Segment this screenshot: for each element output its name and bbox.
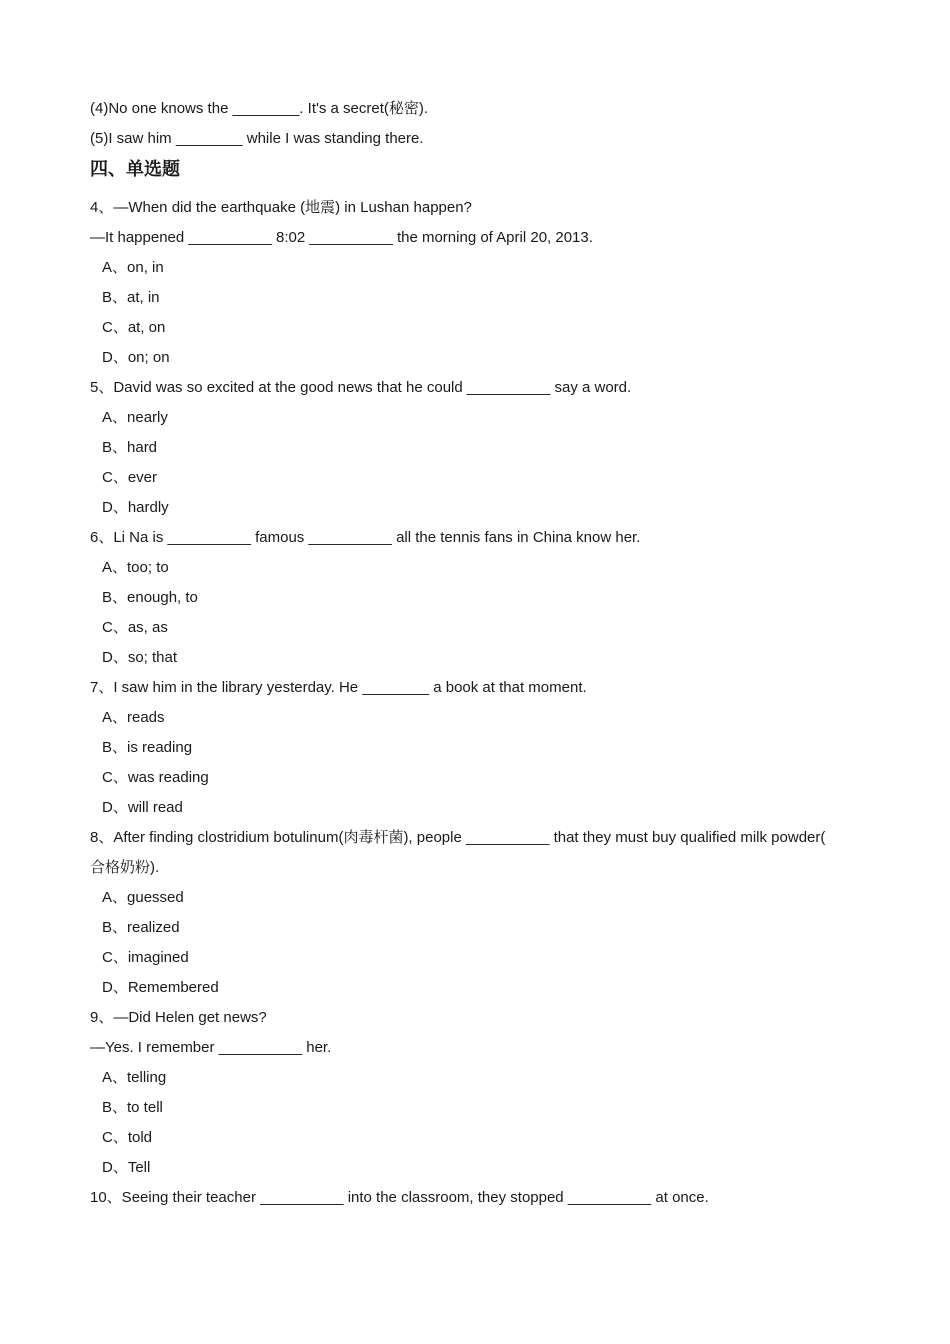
question-stem: 7、I saw him in the library yesterday. He ________ a book at that moment.: [90, 679, 587, 696]
question: [90, 193, 870, 373]
option: A、reads: [102, 709, 165, 726]
question-stem: 10、Seeing their teacher __________ into the classroom, they stopped __________ at once.: [90, 1189, 709, 1206]
option: D、on; on: [102, 349, 170, 366]
question-stem: 6、Li Na is __________ famous __________ all the tennis fans in China know her.: [90, 529, 641, 546]
option: B、realized: [102, 919, 180, 936]
question: [90, 523, 870, 673]
option: D、will read: [102, 799, 183, 816]
question-stem: —It happened __________ 8:02 __________ the morning of April 20, 2013.: [90, 229, 593, 246]
question: [90, 823, 870, 1003]
option: B、to tell: [102, 1099, 163, 1116]
option: D、Remembered: [102, 979, 219, 996]
option: B、is reading: [102, 739, 193, 756]
option: B、at, in: [102, 289, 160, 306]
option: A、nearly: [102, 409, 168, 426]
option: C、imagined: [102, 949, 189, 966]
option: A、on, in: [102, 259, 164, 276]
option: D、hardly: [102, 499, 169, 516]
option: D、so; that: [102, 649, 178, 666]
question: [90, 673, 870, 823]
section-title: 四、单选题: [90, 159, 180, 180]
option: C、told: [102, 1129, 153, 1146]
option: B、hard: [102, 439, 158, 456]
question-stem: 9、—Did Helen get news?: [90, 1009, 267, 1026]
fill-item: (5)I saw him ________ while I was standing there.: [90, 130, 424, 147]
question: [90, 1003, 870, 1183]
question: [90, 1183, 870, 1213]
question-stem: 8、After finding clostridium botulinum(肉毒杆菌), people __________ that they must buy qualified milk powder(: [90, 829, 826, 846]
option: C、ever: [102, 469, 158, 486]
document-page: [90, 94, 870, 1213]
option: A、too; to: [102, 559, 169, 576]
question-stem: 合格奶粉).: [90, 859, 160, 876]
fill-item: (4)No one knows the ________. It's a secret(秘密).: [90, 100, 429, 117]
option: B、enough, to: [102, 589, 198, 606]
option: D、Tell: [102, 1159, 151, 1176]
question-stem: 5、David was so excited at the good news that he could __________ say a word.: [90, 379, 632, 396]
question-stem: —Yes. I remember __________ her.: [90, 1039, 332, 1056]
option: C、at, on: [102, 319, 166, 336]
option: A、telling: [102, 1069, 167, 1086]
question-stem: 4、—When did the earthquake (地震) in Lushan happen?: [90, 199, 472, 216]
question: [90, 373, 870, 523]
option: A、guessed: [102, 889, 184, 906]
option: C、as, as: [102, 619, 168, 636]
option: C、was reading: [102, 769, 209, 786]
